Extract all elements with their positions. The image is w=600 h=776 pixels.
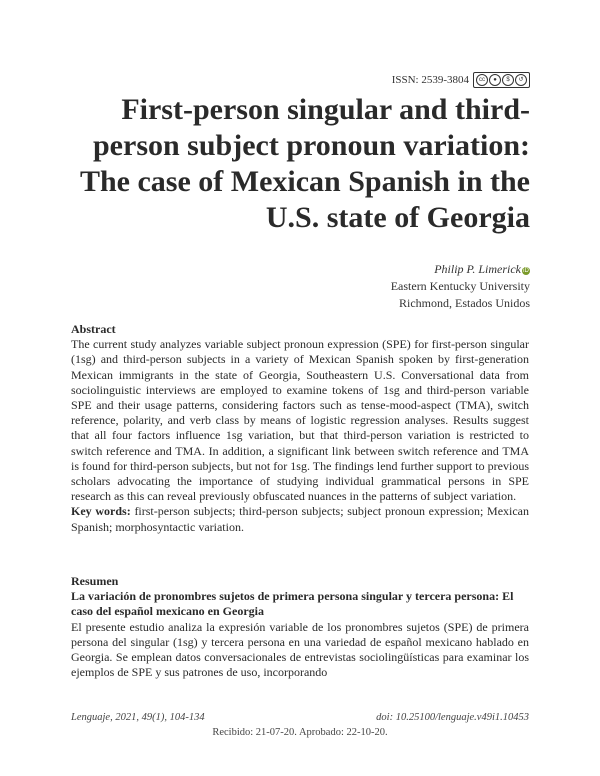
keywords-line — [71, 504, 529, 534]
license-badge[interactable] — [473, 72, 530, 88]
received-dates: Recibido: 21-07-20. Aprobado: 22-10-20. — [212, 727, 388, 738]
resumen-title: La variación de pronombres sujetos de primera persona singular y tercera persona: El caso del español mexicano en Georgia — [71, 589, 514, 619]
author-name: Philip P. Limerick — [434, 262, 521, 276]
keywords-label: Key words: — [71, 504, 131, 519]
abstract-heading: Abstract — [71, 322, 116, 336]
page-footer — [71, 712, 529, 738]
resumen-section — [71, 574, 529, 680]
resumen-text: El presente estudio analiza la expresión variable de los pronombres sujetos (SPE) de primera persona del singular (1sg) y tercera persona en una variedad de español mexicano hablado en Georgia. Se emplean datos conversacionales de entrevistas sociolingüísticas para examinar los ejemplos de SPE y sus patrones de uso, incorporando — [71, 619, 529, 680]
author-block — [391, 261, 530, 312]
cc-icon: cc — [476, 74, 488, 86]
author-affiliation: Eastern Kentucky University — [390, 279, 530, 293]
nc-icon: $ — [502, 74, 514, 86]
author-name-line — [391, 261, 530, 278]
issn-line — [392, 72, 530, 88]
resumen-heading: Resumen — [71, 574, 119, 588]
orcid-icon[interactable]: iD — [523, 268, 529, 274]
journal-citation: Lenguaje, 2021, 49(1), 104-134 — [71, 712, 205, 723]
paper-title: First-person singular and third-person subject pronoun variation: The case of Mexican Spanish in the U.S. state of Georgia — [79, 93, 530, 234]
by-icon: ● — [489, 74, 501, 86]
doi-link[interactable]: doi: 10.25100/lenguaje.v49i1.10453 — [376, 712, 529, 723]
issn-text: ISSN: 2539-3804 — [391, 74, 469, 86]
author-location: Richmond, Estados Unidos — [399, 296, 530, 310]
abstract-text: The current study analyzes variable subject pronoun expression (SPE) for first-person singular (1sg) and third-person subjects in a variety of Mexican Spanish spoken by first-generation Mexican immigrants in the state of Georgia, Southeastern U.S. Conversational data from sociolinguistic interviews are employed to examine tokens of 1sg and third-person variable SPE and their usage patterns, considering factors such as tense-mood-aspect (TMA), switch reference, polarity, and verb class by means of logistic regression analyses. Results suggest that all four factors influence 1sg variation, but that third-person variation is restricted to switch reference and TMA. In addition, a significant link between switch reference and TMA is found for third-person subjects, but not for 1sg. The findings lend further support to previous scholars advocating the importance of studying individual grammatical persons in SPE research as this can reveal previously obfuscated nuances in the patterns of subject variation. — [71, 337, 529, 504]
keywords-text: first-person subjects; third-person subjects; subject pronoun expression; Mexican Spanish; morphosyntactic variation. — [71, 504, 530, 534]
abstract-section — [71, 322, 529, 535]
sa-icon: ↺ — [515, 74, 527, 86]
